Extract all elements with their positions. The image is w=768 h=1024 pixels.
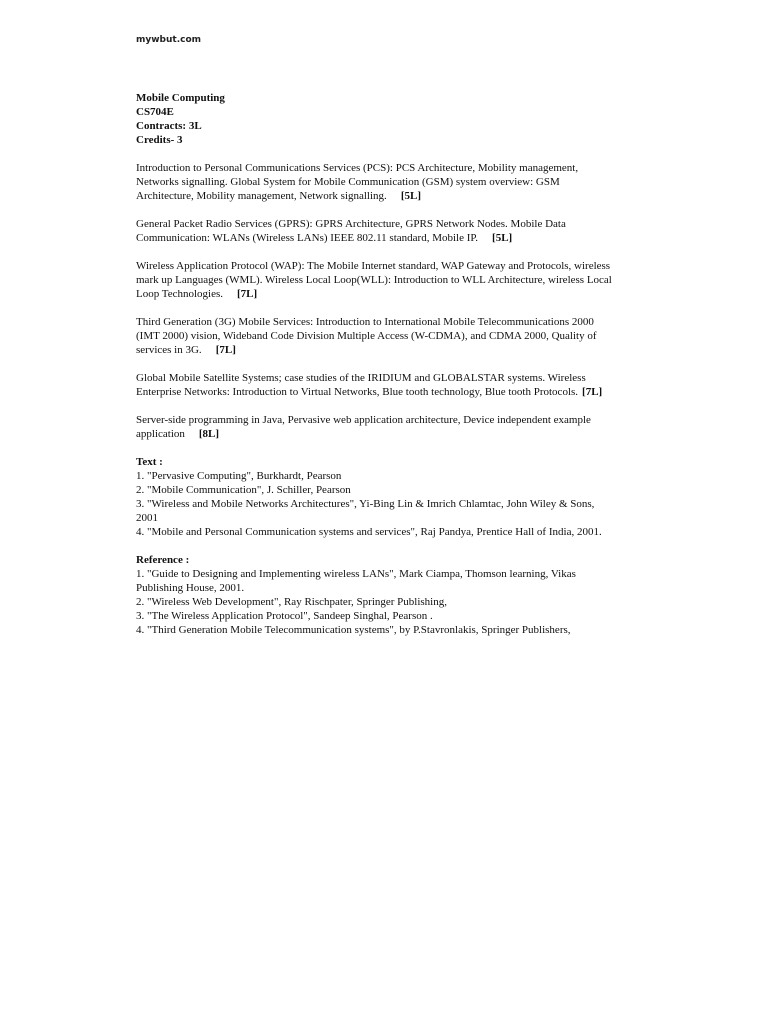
text-book-line: 2. "Mobile Communication", J. Schiller, Pearson [136,484,351,496]
reference-line: Publishing House, 2001. [136,582,245,594]
unit-line: mark up Languages (WML). Wireless Local Loop(WLL): Introduction to WLL Architecture, wireless Local [136,274,612,286]
course-credits: Credits- 3 [136,134,183,146]
lecture-hours-tag: [7L] [237,288,258,300]
syllabus-document [136,91,636,637]
unit-line: General Packet Radio Services (GPRS): GPRS Architecture, GPRS Network Nodes. Mobile Data [136,218,566,230]
syllabus-unit [136,217,636,245]
lecture-hours-tag: [5L] [492,232,513,244]
unit-line: Enterprise Networks: Introduction to Virtual Networks, Blue tooth technology, Blue tooth Protocols. [136,386,579,398]
lecture-hours-tag: [7L] [215,344,236,356]
unit-line: Networks signalling. Global System for Mobile Communication (GSM) system overview: GSM [136,176,560,188]
unit-line: services in 3G. [136,344,202,356]
course-title: Mobile Computing [136,92,225,104]
text-books-heading: Text : [136,456,163,468]
reference-line: 1. "Guide to Designing and Implementing wireless LANs", Mark Ciampa, Thomson learning, Vikas [136,568,576,580]
unit-line: Wireless Application Protocol (WAP): The Mobile Internet standard, WAP Gateway and Protocols, wireless [136,260,611,272]
course-code: CS704E [136,106,174,118]
unit-line: Global Mobile Satellite Systems; case studies of the IRIDIUM and GLOBALSTAR systems. Wireless [136,372,586,384]
text-book-line: 3. "Wireless and Mobile Networks Architectures", Yi-Bing Lin & Imrich Chlamtac, John Wiley & Sons, [136,498,595,510]
reference-line: 3. "The Wireless Application Protocol", Sandeep Singhal, Pearson . [136,610,433,622]
syllabus-unit [136,161,636,203]
course-contracts: Contracts: 3L [136,120,202,132]
text-book-line: 1. "Pervasive Computing", Burkhardt, Pearson [136,470,342,482]
syllabus-unit [136,413,636,441]
unit-line: Architecture, Mobility management, Network signalling. [136,190,387,202]
reference-line: 2. "Wireless Web Development", Ray Rischpater, Springer Publishing, [136,596,447,608]
text-book-line: 4. "Mobile and Personal Communication systems and services", Raj Pandya, Prentice Hall of India, 2001. [136,526,602,538]
lecture-hours-tag: [5L] [400,190,421,202]
reference-section [136,553,636,637]
unit-line: (IMT 2000) vision, Wideband Code Division Multiple Access (W-CDMA), and CDMA 2000, Quality of [136,330,597,342]
unit-line: Server-side programming in Java, Pervasive web application architecture, Device independent example [136,414,591,426]
reference-line: 4. "Third Generation Mobile Telecommunication systems", by P.Stavronlakis, Springer Publishers, [136,624,571,636]
site-watermark: mywbut.com [136,35,202,45]
reference-heading: Reference : [136,554,190,566]
unit-line: Loop Technologies. [136,288,224,300]
syllabus-unit [136,315,636,357]
lecture-hours-tag: [7L] [582,386,603,398]
unit-line: Communication: WLANs (Wireless LANs) IEEE 802.11 standard, Mobile IP. [136,232,479,244]
text-books-section [136,455,636,539]
syllabus-unit [136,259,636,301]
text-book-line: 2001 [136,512,158,524]
unit-line: Introduction to Personal Communications Services (PCS): PCS Architecture, Mobility management, [136,162,579,174]
lecture-hours-tag: [8L] [198,428,220,440]
syllabus-unit [136,371,636,399]
unit-line: Third Generation (3G) Mobile Services: Introduction to International Mobile Telecommunications 2000 [136,316,594,328]
unit-line: application [136,428,185,440]
